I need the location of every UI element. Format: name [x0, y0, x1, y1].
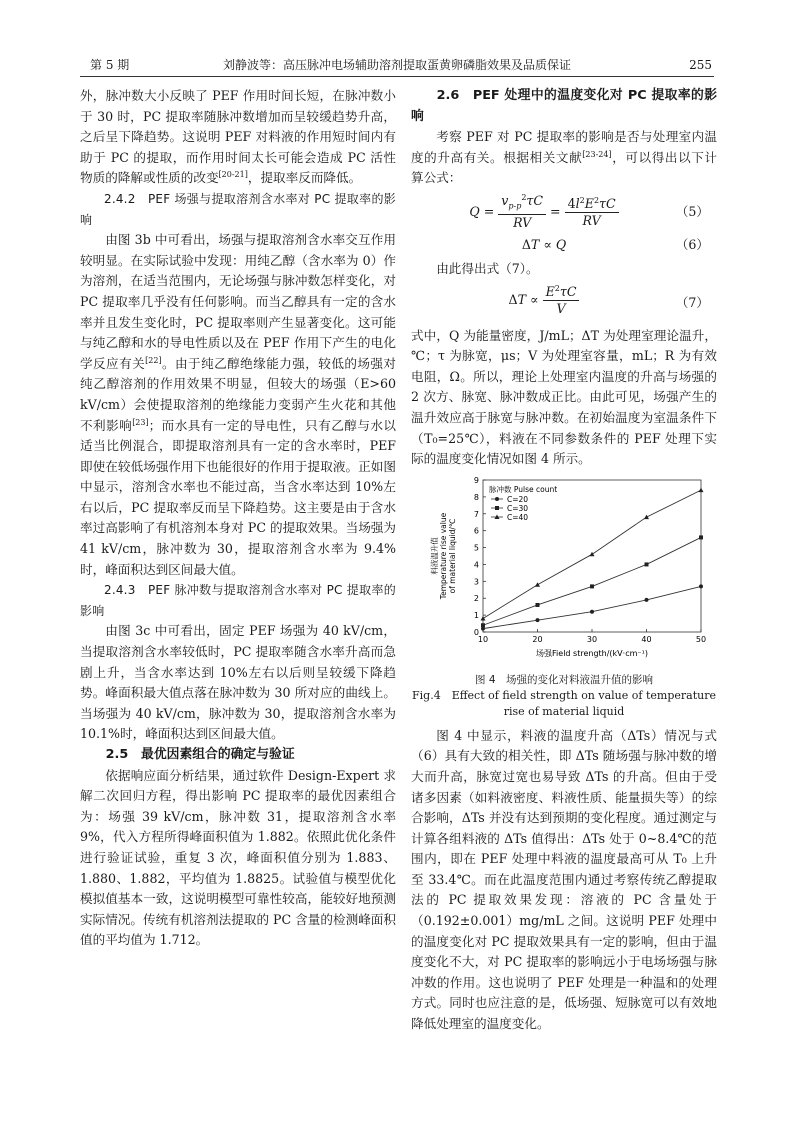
y-tick-label: 7	[473, 509, 479, 519]
x-tick-label: 20	[532, 634, 543, 644]
x-tick-label: 10	[477, 634, 489, 644]
data-point	[481, 623, 485, 627]
data-point	[495, 506, 499, 510]
y-tick-label: 2	[473, 593, 479, 603]
y-tick-label: 6	[473, 526, 479, 536]
temperature-rise-chart	[411, 472, 717, 672]
equation-7: ΔT ∝ $\frac{E^2\tau C}{V}$ （7）	[508, 283, 709, 316]
data-point	[495, 497, 499, 501]
y-tick-label: 5	[473, 543, 479, 553]
legend-entry: C=20	[507, 494, 529, 504]
y-tick-label: 9	[473, 475, 479, 485]
issue-number: 第 5 期	[90, 58, 130, 72]
y-axis-label: 料液温升值Temperature rise valueof material liquid/℃	[430, 512, 457, 599]
paragraph-symbols: 式中，Q 为能量密度，J/mL；ΔT 为处理室理论温升，℃；τ 为脉宽，μs；V 为处理室容量，mL；R 为有效电阻，Ω。所以，理论上处理室内温度的升高与场强的 2 次方、脉宽、脉冲数成正比。由此可见，场强产生的温升效应高于脉宽与脉冲数。在初始温度为室温条件下（T₀=25℃），料液在不同参数条件的 PEF 处理下实际的温度变化情况如图 4 所示。	[411, 327, 717, 467]
data-point	[535, 582, 540, 587]
data-point	[536, 603, 540, 607]
y-tick-label: 4	[473, 560, 479, 570]
section-heading-2-4-3: 2.4.3 PEF 脉冲数与提取溶剂含水率对 PC 提取率的影响	[80, 583, 396, 618]
data-point	[590, 609, 594, 613]
section-heading-2-6: 2.6 PEF 处理中的温度变化对 PC 提取率的影响	[411, 88, 717, 124]
page-number: 255	[689, 58, 712, 72]
paragraph-temperature-intro: 考察 PEF 对 PC 提取率的影响是否与处理室内温度的升高有关。根据相关文献[23-24]，可以得出以下计算公式：	[411, 129, 718, 186]
paragraph-continued: 外，脉冲数大小反映了 PEF 作用时间长短，在脉冲数小于 30 时，PC 提取率随脉冲数增加而呈较缓趋势升高，之后呈下降趋势。这说明 PEF 对料液的作用短时间内有助于 PC 的提取，而作用时间太长可能会造成 PC 活性物质的降解或性质的改变[20-21]，提取率反而降低。	[80, 88, 396, 186]
x-tick-label: 30	[586, 634, 598, 644]
data-point	[590, 552, 595, 557]
paragraph-pulse-water: 由图 3c 中可看出，固定 PEF 场强为 40 kV/cm，当提取溶剂含水率较低时，PC 提取率随含水率升高而急剧上升，当含水率达到 10%左右以后则呈较缓下降趋势。峰面积最大值点落在脉冲数为 30 所对应的曲线上。当场强为 40 kV/cm，脉冲数为 30，提取溶剂含水率为 10.1%时，峰面积达到区间最大值。	[80, 623, 396, 742]
section-heading-2-4-2: 2.4.2 PEF 场强与提取溶剂含水率对 PC 提取率的影响	[80, 191, 396, 227]
right-column	[411, 86, 717, 1035]
caption-chinese: 图 4 场强的变化对料液温升值的影响	[474, 673, 654, 686]
x-tick-label: 40	[641, 634, 652, 644]
data-point	[699, 535, 703, 539]
y-tick-label: 8	[473, 492, 479, 502]
caption-english: Fig.4 Effect of field strength on value of temperature rise of material liquid	[412, 688, 716, 718]
data-point	[536, 618, 540, 622]
legend-entry: C=30	[507, 503, 529, 513]
equation-6: ΔT ∝ Q （6）	[521, 236, 709, 252]
figure-4-chart	[411, 472, 717, 672]
running-title: 刘静波等：高压脉冲电场辅助溶剂提取蛋黄卵磷脂效果及品质保证	[222, 58, 571, 72]
series-line	[483, 586, 701, 628]
data-point	[699, 487, 704, 492]
data-point	[699, 584, 703, 588]
y-tick-label: 0	[473, 627, 479, 637]
data-point	[645, 598, 649, 602]
data-point	[644, 514, 649, 519]
legend-entry: C=40	[507, 512, 529, 522]
legend-title: 脉冲数 Pulse count	[489, 484, 558, 494]
paragraph-optimization: 依据响应面分析结果，通过软件 Design-Expert 求解二次回归方程，得出影响 PC 提取率的最优因素组合为：场强 39 kV/cm，脉冲数 31，提取溶剂含水率 9%，代入方程所得峰面积值为 1.882。依照此优化条件进行验证试验，重复 3 次，峰面积值分别为 1.883、1.880、1.882，平均值为 1.8825。试验值与模型优化模拟值基本一致，这说明模型可靠性较高，能较好地预测实际情况。传统有机溶剂法提取的 PC 含量的检测峰面积值的平均值为 1.712。	[80, 767, 396, 948]
x-tick-label: 50	[695, 634, 707, 644]
data-point	[481, 616, 486, 621]
data-point	[590, 584, 594, 588]
y-tick-label: 3	[473, 577, 479, 587]
paragraph-field-strength-water: 由图 3b 中可看出，场强与提取溶剂含水率交互作用较明显。在实际试验中发现：用纯乙醇（含水率为 0）作为溶剂，在适当范围内，无论场强与脉冲数怎样变化，对 PC 提取率几乎没有任何影响。而当乙醇具有一定的含水率并且发生变化时，PC 提取率则产生显著变化。这可能与纯乙醇和水的导电性质以及在 PEF 作用下产生的电化学反应有关[22]。由于纯乙醇绝缘能力强，较低的场强对纯乙醇溶剂的作用效果不明显，但较大的场强（E>60 kV/cm）会使提取溶剂的绝缘能力变弱产生火花和其他不利影响[23]；而水具有一定的导电性，只有乙醇与水以适当比例混合，即提取溶剂具有一定的含水率时，PEF 即使在较低场强作用下也能很好的作用于提取液。正如图中显示，溶剂含水率也不能过高，当含水率达到 10%左右以后，PC 提取率反而呈下降趋势。这主要是由于含水率过高影响了有机溶剂本身对 PC 的提取效果。当场强为 41 kV/cm，脉冲数为 30，提取溶剂含水率为 9.4%时，峰面积达到区间最大值。	[80, 232, 397, 577]
section-heading-2-5: 2.5 最优因素组合的确定与验证	[105, 747, 295, 762]
running-header	[80, 54, 714, 77]
data-point	[645, 562, 649, 566]
equation-5: Q = $\frac{v_{p-p}^2\tau C}{RV}$ = $\frac{4l^2E^2\tau C}{RV}$ （5）	[469, 192, 709, 231]
left-column	[80, 86, 396, 951]
paragraph-temperature-results: 图 4 中显示，料液的温度升高（ΔTs）情况与式（6）具有大致的相关性，即 ΔTs 随场强与脉冲数的增大而升高，脉宽过宽也易导致 ΔTs 的升高。但由于受诸多因素（如料液密度、料液性质、能量损失等）的综合影响，ΔTs 并没有达到预期的变化程度。通过测定与计算各组料液的 ΔTs 值得出：ΔTs 处于 0~8.4℃的范围内，即在 PEF 处理中料液的温度最高可从 T₀ 上升至 33.4℃。而在此温度范围内通过考察传统乙醇提取法的 PC 提取效果发现：溶液的 PC 含量处于（0.192±0.001）mg/mL 之间。这说明 PEF 处理中的温度变化对 PC 提取效果具有一定的影响，但由于温度变化不大，对 PC 提取率的影响远小于电场场强与脉冲数的作用。这也说明了 PEF 处理是一种温和的处理方式。同时也应注意的是，低场强、短脉宽可以有效地降低处理室的温度变化。	[411, 727, 717, 1032]
y-tick-label: 1	[473, 610, 479, 620]
x-axis-label: 场强Field strength/(kV·cm⁻¹)	[536, 648, 648, 658]
figure-4-caption	[411, 672, 717, 720]
paragraph-eq7-intro: 由此得出式（7）。	[436, 260, 539, 276]
